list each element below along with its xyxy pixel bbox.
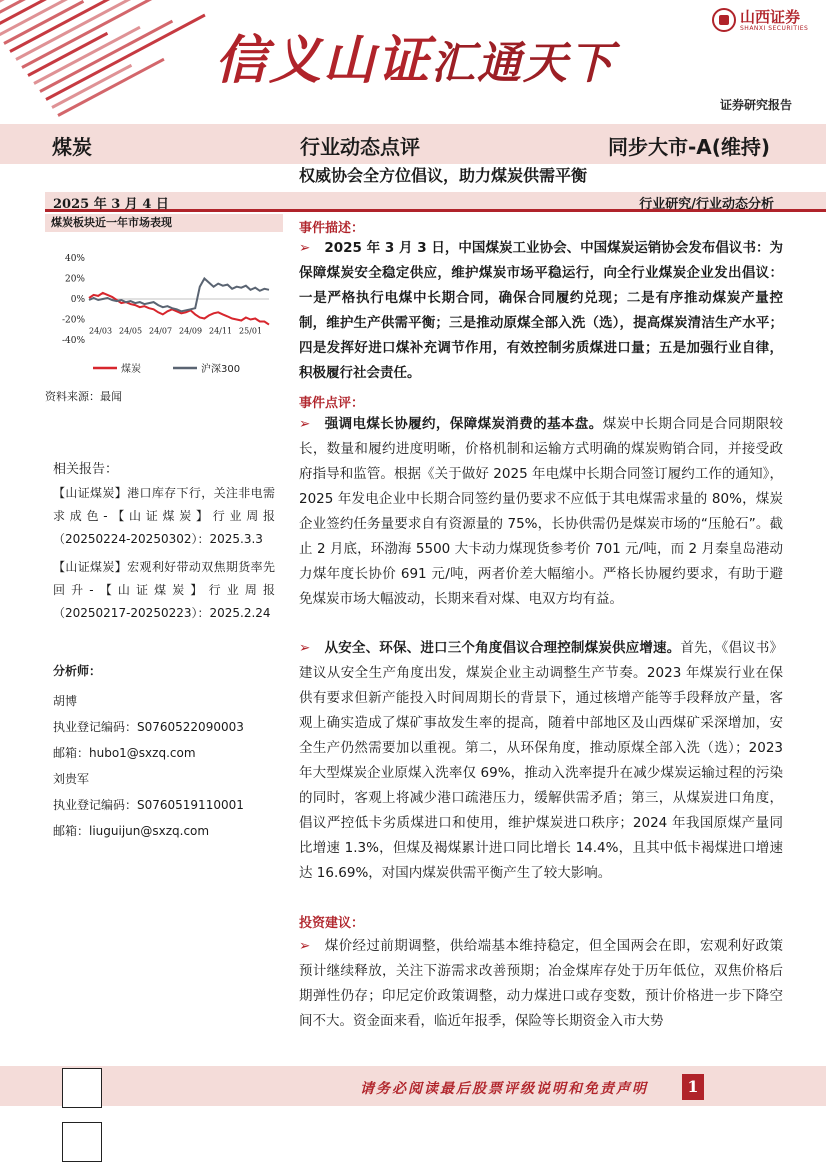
event-text: 2025 年 3 月 3 日，中国煤炭工业协会、中国煤炭运销协会发布倡议书：为保障煤炭安全稳定供应，维护煤炭市场平稳运行，向全行业煤炭企业发出倡议：一是严格执行电煤中长期合同，确保合同履约兑现；二是有序推动煤炭产量控制，维护生产供需平衡；三是推动原煤全部入洗（选），提高煤炭清洁生产水平；四是发挥好进口煤补充调节作用，有效控制劣质煤进口量；五是加强行业自律，积极履行社会责任。: [299, 240, 783, 381]
legend-label: 沪深300: [201, 364, 241, 375]
date-bar: [45, 192, 826, 212]
qr-code-icon: [62, 1122, 102, 1162]
logo-english: SHANXI SECURITIES: [740, 24, 809, 32]
analyst-1-code: 执业登记编码：S0760522090003: [53, 720, 244, 734]
report-date: 2025 年 3 月 4 日: [53, 197, 169, 212]
y-tick-label: 20%: [64, 274, 85, 285]
page-number: 1: [682, 1074, 704, 1100]
x-tick-label: 24/07: [149, 326, 173, 336]
y-tick-label: -20%: [61, 315, 85, 326]
y-tick-label: 0%: [70, 295, 85, 305]
x-tick-label: 24/11: [209, 326, 233, 336]
footer-disclaimer[interactable]: 请务必阅读最后股票评级说明和免责声明: [360, 1081, 648, 1097]
invest-text: 煤价经过前期调整，供给端基本维持稳定，但全国两会在即，宏观利好政策预计继续释放，关注下游需求改善预期；冶金煤库存处于历年低位，双焦价格后期弹性仍存；印尼定价政策调整，动力煤进口或存变数，预计价格进一步下降空间不大。资金面来看，临近年报季，保险等长期资金入市大势: [299, 938, 783, 1029]
report-type-label: 证券研究报告: [720, 98, 793, 112]
comment-paragraph-2: [299, 636, 783, 886]
logo-mark-icon: [712, 8, 736, 32]
chart-source: 资料来源：最闻: [45, 390, 122, 403]
x-tick-label: 24/05: [119, 326, 143, 336]
legend-label: 煤炭: [121, 364, 141, 375]
rating: 同步大市-A(维持): [608, 135, 771, 159]
slogan-part2: 汇通天下: [431, 38, 616, 89]
analyst-1-name: 胡博: [53, 694, 78, 708]
header-stripe: [51, 64, 132, 109]
header-stripe: [45, 14, 205, 101]
brand-slogan: [215, 18, 615, 93]
invest-paragraph: [299, 934, 783, 1034]
bullet-arrow-icon: ➢: [299, 938, 311, 954]
report-subtitle: 权威协会全方位倡议，助力煤炭供需平衡: [299, 166, 588, 185]
section-event-heading: 事件描述：: [299, 221, 365, 236]
section-invest-heading: 投资建议：: [299, 916, 365, 931]
x-tick-label: 24/09: [179, 326, 203, 336]
page-header: [0, 0, 826, 125]
document-type: 行业动态点评: [300, 135, 420, 159]
analyst-heading: 分析师：: [53, 664, 102, 678]
analyst-1-email[interactable]: 邮箱：hubo1@sxzq.com: [53, 746, 196, 760]
comment-2-text: 首先，《倡议书》建议从安全生产角度出发，煤炭企业主动调整生产节奏。2023 年煤炭行业在保供有要求但新产能投入时间周期长的背景下，通过核增产能等手段释放产量，客观上确实造成了煤矿事故发生率的提高，随着中部地区及山西煤矿采深增加，安全生产仍然需要加以重视。第二，从环保角度，推动原煤全部入洗（选）；2023 年大型煤炭企业原煤入洗率仅 69%，推动入洗率提升在减少煤炭运输过程的污染的同时，客观上将减少港口疏港压力，缓解供需矛盾；第三，从煤炭进口角度，倡议严控低卡劣质煤进口和使用，维护煤炭进口秩序；2024 年我国原煤产量同比增速 1.3%，但煤及褐煤累计进口同比增长 14.4%，且其中低卡褐煤进口增速达 16.69%，对国内煤炭供需平衡产生了较大影响。: [299, 640, 784, 881]
x-tick-label: 25/01: [239, 326, 263, 336]
comment-1-text: 煤炭中长期合同是合同期限较长，数量和履约进度明晰，价格机制和运输方式明确的煤炭购销合同，并接受政府指导和监管。根据《关于做好 2025 年电煤中长期合同签订履约工作的通知》，2025 年发电企业中长期合同签约量仍要求不应低于其电煤需求量的 80%，煤炭企业签约任务量要求自有资源量的 75%，长协供需仍是煤炭市场的“压舱石”。截止 2 月底，环渤海 5500 大卡动力煤现货参考价 701 元/吨，而 2 月秦皇岛港动力煤年度长协价 691 元/吨，两者价差大幅缩小。严格长协履约要求，有助于避免煤炭市场大幅波动，长期来看对煤、电双方均有益。: [299, 416, 784, 607]
related-reports-heading: 相关报告：: [53, 462, 119, 477]
series-line: [89, 293, 269, 325]
industry-title: 煤炭: [52, 135, 92, 159]
report-category: 行业研究/行业动态分析: [639, 197, 774, 212]
chart-title: 煤炭板块近一年市场表现: [45, 214, 283, 232]
related-report-2[interactable]: 【山证煤炭】宏观利好带动双焦期货率先回升-【山证煤炭】行业周报（20250217-20250223）：2025.2.24: [53, 560, 275, 620]
section-comment-heading: 事件点评：: [299, 396, 365, 411]
related-report-1[interactable]: 【山证煤炭】港口库存下行，关注非电需求成色-【山证煤炭】行业周报（20250224-20250302）：2025.3.3: [53, 486, 275, 546]
comment-1-lead: 强调电煤长协履约，保障煤炭消费的基本盘。: [324, 416, 603, 432]
comment-2-lead: 从安全、环保、进口三个角度倡议合理控制煤炭供应增速。: [324, 640, 681, 656]
company-logo: [712, 8, 808, 32]
analyst-2-email[interactable]: 邮箱：liuguijun@sxzq.com: [53, 824, 210, 838]
y-tick-label: -40%: [61, 336, 85, 346]
logo-name: 山西证券: [740, 7, 801, 26]
analyst-2-code: 执业登记编码：S0760519110001: [53, 798, 244, 812]
bullet-arrow-icon: ➢: [299, 640, 311, 656]
y-tick-label: 40%: [64, 254, 85, 264]
event-paragraph: [299, 236, 783, 386]
analyst-2-name: 刘贵军: [53, 772, 90, 786]
qr-code-icon: [62, 1068, 102, 1108]
slogan-part1: 信义山证: [215, 31, 432, 91]
series-line: [89, 279, 269, 312]
bullet-arrow-icon: ➢: [299, 240, 311, 256]
header-stripe: [57, 58, 164, 117]
comment-paragraph-1: [299, 412, 783, 612]
x-tick-label: 24/03: [89, 326, 113, 336]
bullet-arrow-icon: ➢: [299, 416, 311, 432]
market-performance-chart: [45, 250, 281, 386]
